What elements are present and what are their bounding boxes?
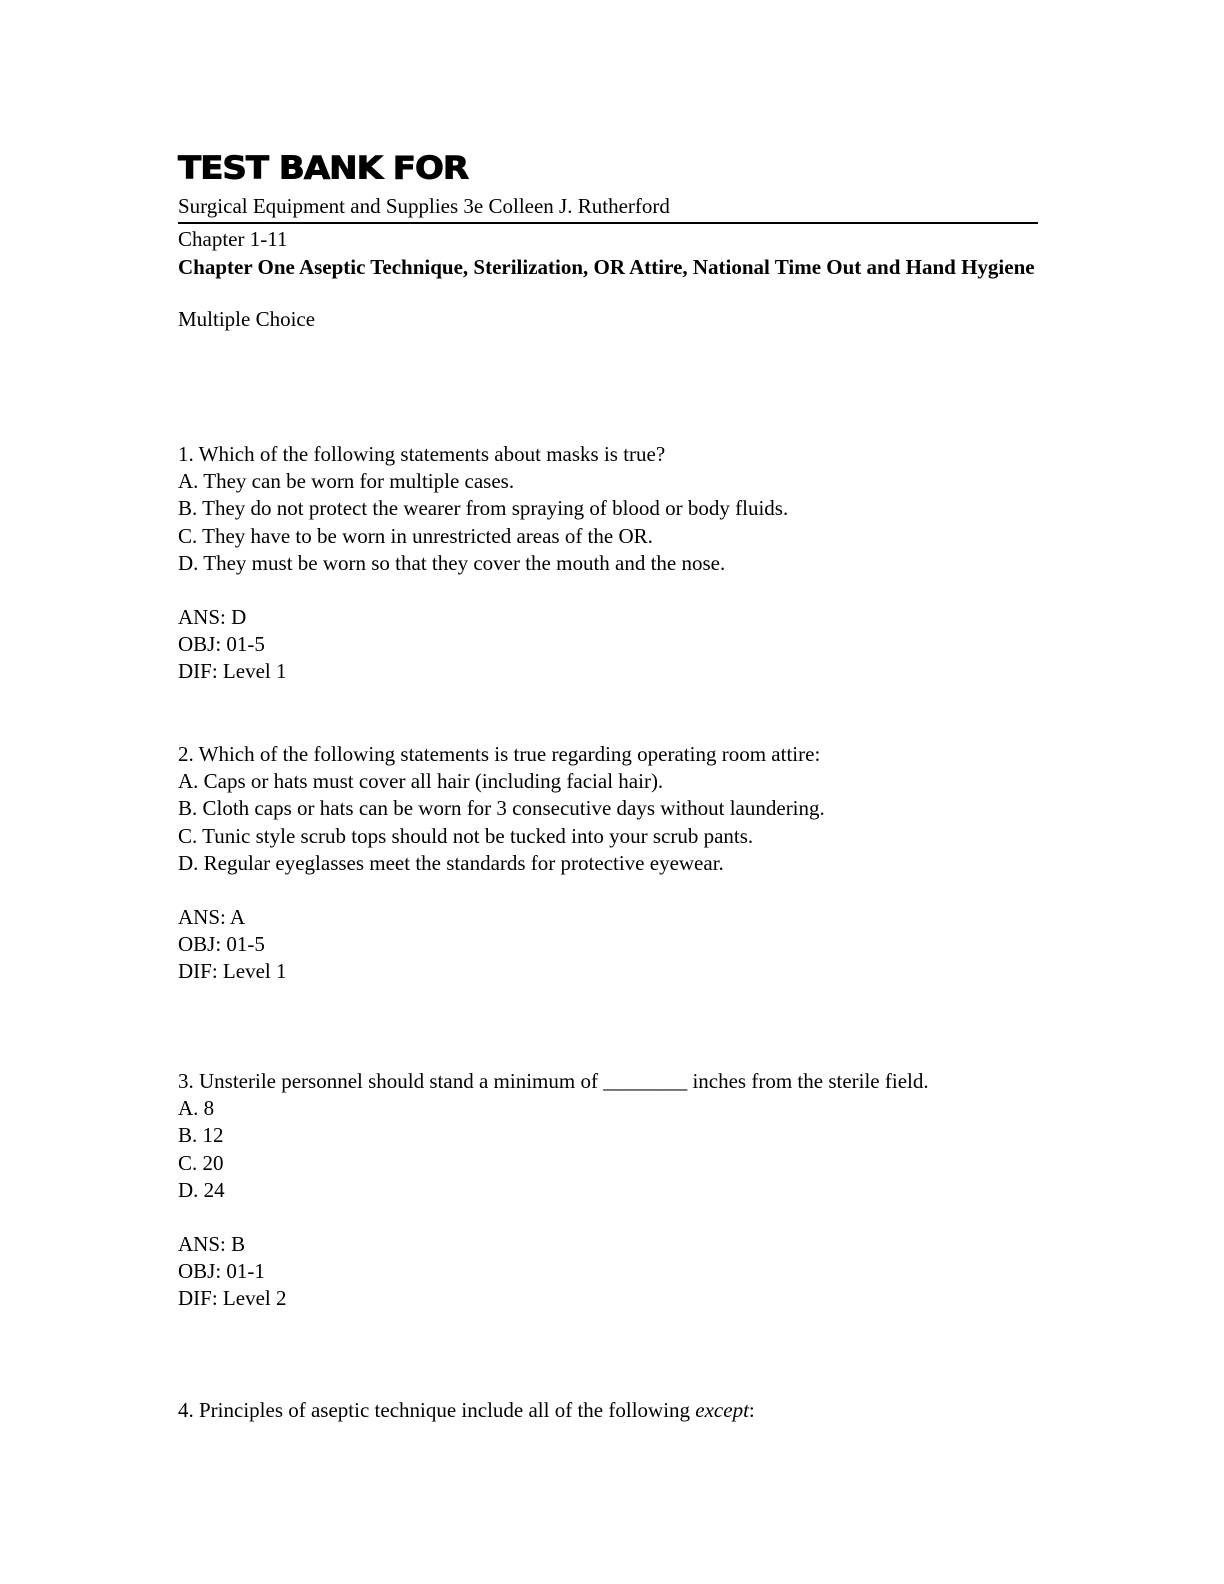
question-stem-emphasis: except [695,1398,749,1422]
question-meta [178,904,825,986]
answer-option: C. 20 [178,1150,224,1175]
question-stem-text: 4. Principles of aseptic technique include all of the following [178,1398,696,1422]
answer-option: B. 12 [178,1123,224,1148]
question-1 [178,441,788,686]
answer-option: C. They have to be worn in unrestricted areas of the OR. [178,523,653,548]
answer-key: ANS: B [178,1232,246,1257]
chapter-title: Chapter One Aseptic Technique, Sterilization, OR Attire, National Time Out and Hand Hygiene [178,255,1035,279]
question-2 [178,741,825,986]
answer-option: B. Cloth caps or hats can be worn for 3 consecutive days without laundering. [178,796,825,821]
difficulty: DIF: Level 1 [178,959,287,984]
question-meta [178,604,788,686]
answer-option: A. They can be worn for multiple cases. [178,469,515,494]
answer-key: ANS: D [178,605,247,630]
answer-option: A. Caps or hats must cover all hair (including facial hair). [178,769,664,794]
answer-option: A. 8 [178,1096,215,1121]
answer-option: D. 24 [178,1177,225,1202]
answer-option: B. They do not protect the wearer from spraying of blood or body fluids. [178,496,789,521]
section-label: Multiple Choice [178,307,316,331]
title-divider [178,222,1038,224]
question-stem: 3. Unsterile personnel should stand a minimum of ________ inches from the sterile field. [178,1069,929,1093]
answer-option: D. They must be worn so that they cover the mouth and the nose. [178,550,726,575]
difficulty: DIF: Level 2 [178,1286,287,1311]
document-page [178,150,1038,1422]
objective: OBJ: 01-5 [178,932,265,957]
answer-key: ANS: A [178,905,246,930]
book-subtitle: Surgical Equipment and Supplies 3e Colleen J. Rutherford [178,194,670,218]
question-stem [178,1397,755,1424]
objective: OBJ: 01-1 [178,1259,265,1284]
difficulty: DIF: Level 1 [178,659,287,684]
question-4 [178,1397,755,1424]
document-title: TEST BANK FOR [178,150,469,187]
answer-option: C. Tunic style scrub tops should not be tucked into your scrub pants. [178,823,754,848]
chapter-range: Chapter 1-11 [178,227,288,251]
answer-option: D. Regular eyeglasses meet the standards for protective eyewear. [178,850,724,875]
question-stem: 2. Which of the following statements is true regarding operating room attire: [178,742,821,766]
question-meta [178,1231,929,1313]
question-stem-punctuation: : [748,1398,755,1422]
objective: OBJ: 01-5 [178,632,265,657]
question-stem: 1. Which of the following statements about masks is true? [178,442,666,466]
question-3 [178,1068,929,1313]
